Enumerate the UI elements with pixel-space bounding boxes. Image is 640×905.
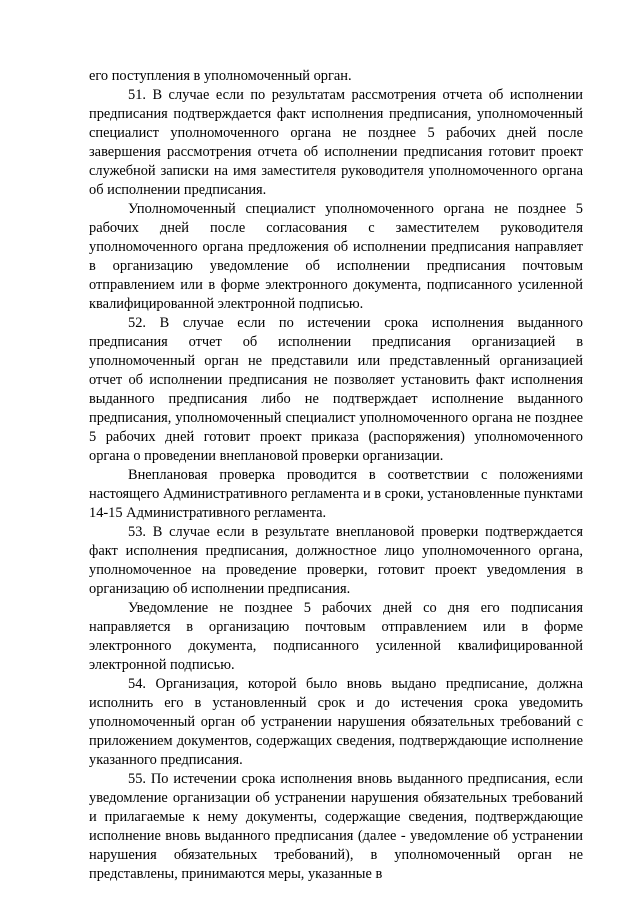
paragraph-55: 55. По истечении срока исполнения вновь выданного предписания, если уведомление организации об устранении нарушения обязательных требований и прилагаемые к нему документы, содержащие сведения, подтверждающие исполнение вновь выданного предписания (далее - уведомление об устранении нарушения обязательных требований), в уполномоченный орган не представлены, принимаются меры, указанные в [89, 771, 583, 882]
paragraph-53: 53. В случае если в результате внеплановой проверки подтверждается факт исполнения предписания, должностное лицо уполномоченного органа, уполномоченное на проведение проверки, готовит проект уведомления в организацию об исполнении предписания. [89, 524, 583, 597]
paragraph-continuation: его поступления в уполномоченный орган. [89, 68, 352, 84]
paragraph-51-notification: Уполномоченный специалист уполномоченного органа не позднее 5 рабочих дней после согласования с заместителем руководителя уполномоченного органа предложения об исполнении предписания направляет в организацию уведомление об исполнении предписания почтовым отправлением или в форме электронного документа, подписанного усиленной квалифицированной электронной подписью. [89, 201, 583, 312]
paragraph-54: 54. Организация, которой было вновь выдано предписание, должна исполнить его в установленный срок и до истечения срока уведомить уполномоченный орган об устранении нарушения обязательных требований с приложением документов, содержащих сведения, подтверждающие исполнение указанного предписания. [89, 676, 583, 768]
paragraph-52: 52. В случае если по истечении срока исполнения выданного предписания отчет об исполнении предписания организацией в уполномоченный орган не представили или представленный организацией отчет об исполнении предписания не позволяет установить факт исполнения выданного предписания либо не подтверждает исполнение выданного предписания, уполномоченный специалист уполномоченного органа не позднее 5 рабочих дней готовит проект приказа (распоряжения) уполномоченного органа о проведении внеплановой проверки организации. [89, 315, 583, 464]
paragraph-53-notification: Уведомление не позднее 5 рабочих дней со дня его подписания направляется в организацию почтовым отправлением или в форме электронного документа, подписанного усиленной квалифицированной электронной подписью. [89, 600, 583, 673]
document-body [89, 67, 583, 884]
paragraph-51: 51. В случае если по результатам рассмотрения отчета об исполнении предписания подтверждается факт исполнения предписания, уполномоченный специалист уполномоченного органа не позднее 5 рабочих дней после завершения рассмотрения отчета об исполнении предписания готовит проект служебной записки на имя заместителя руководителя уполномоченного органа об исполнении предписания. [89, 87, 583, 198]
paragraph-52-unscheduled-inspection: Внеплановая проверка проводится в соответствии с положениями настоящего Административного регламента и в сроки, установленные пунктами 14-15 Административного регламента. [89, 467, 583, 521]
